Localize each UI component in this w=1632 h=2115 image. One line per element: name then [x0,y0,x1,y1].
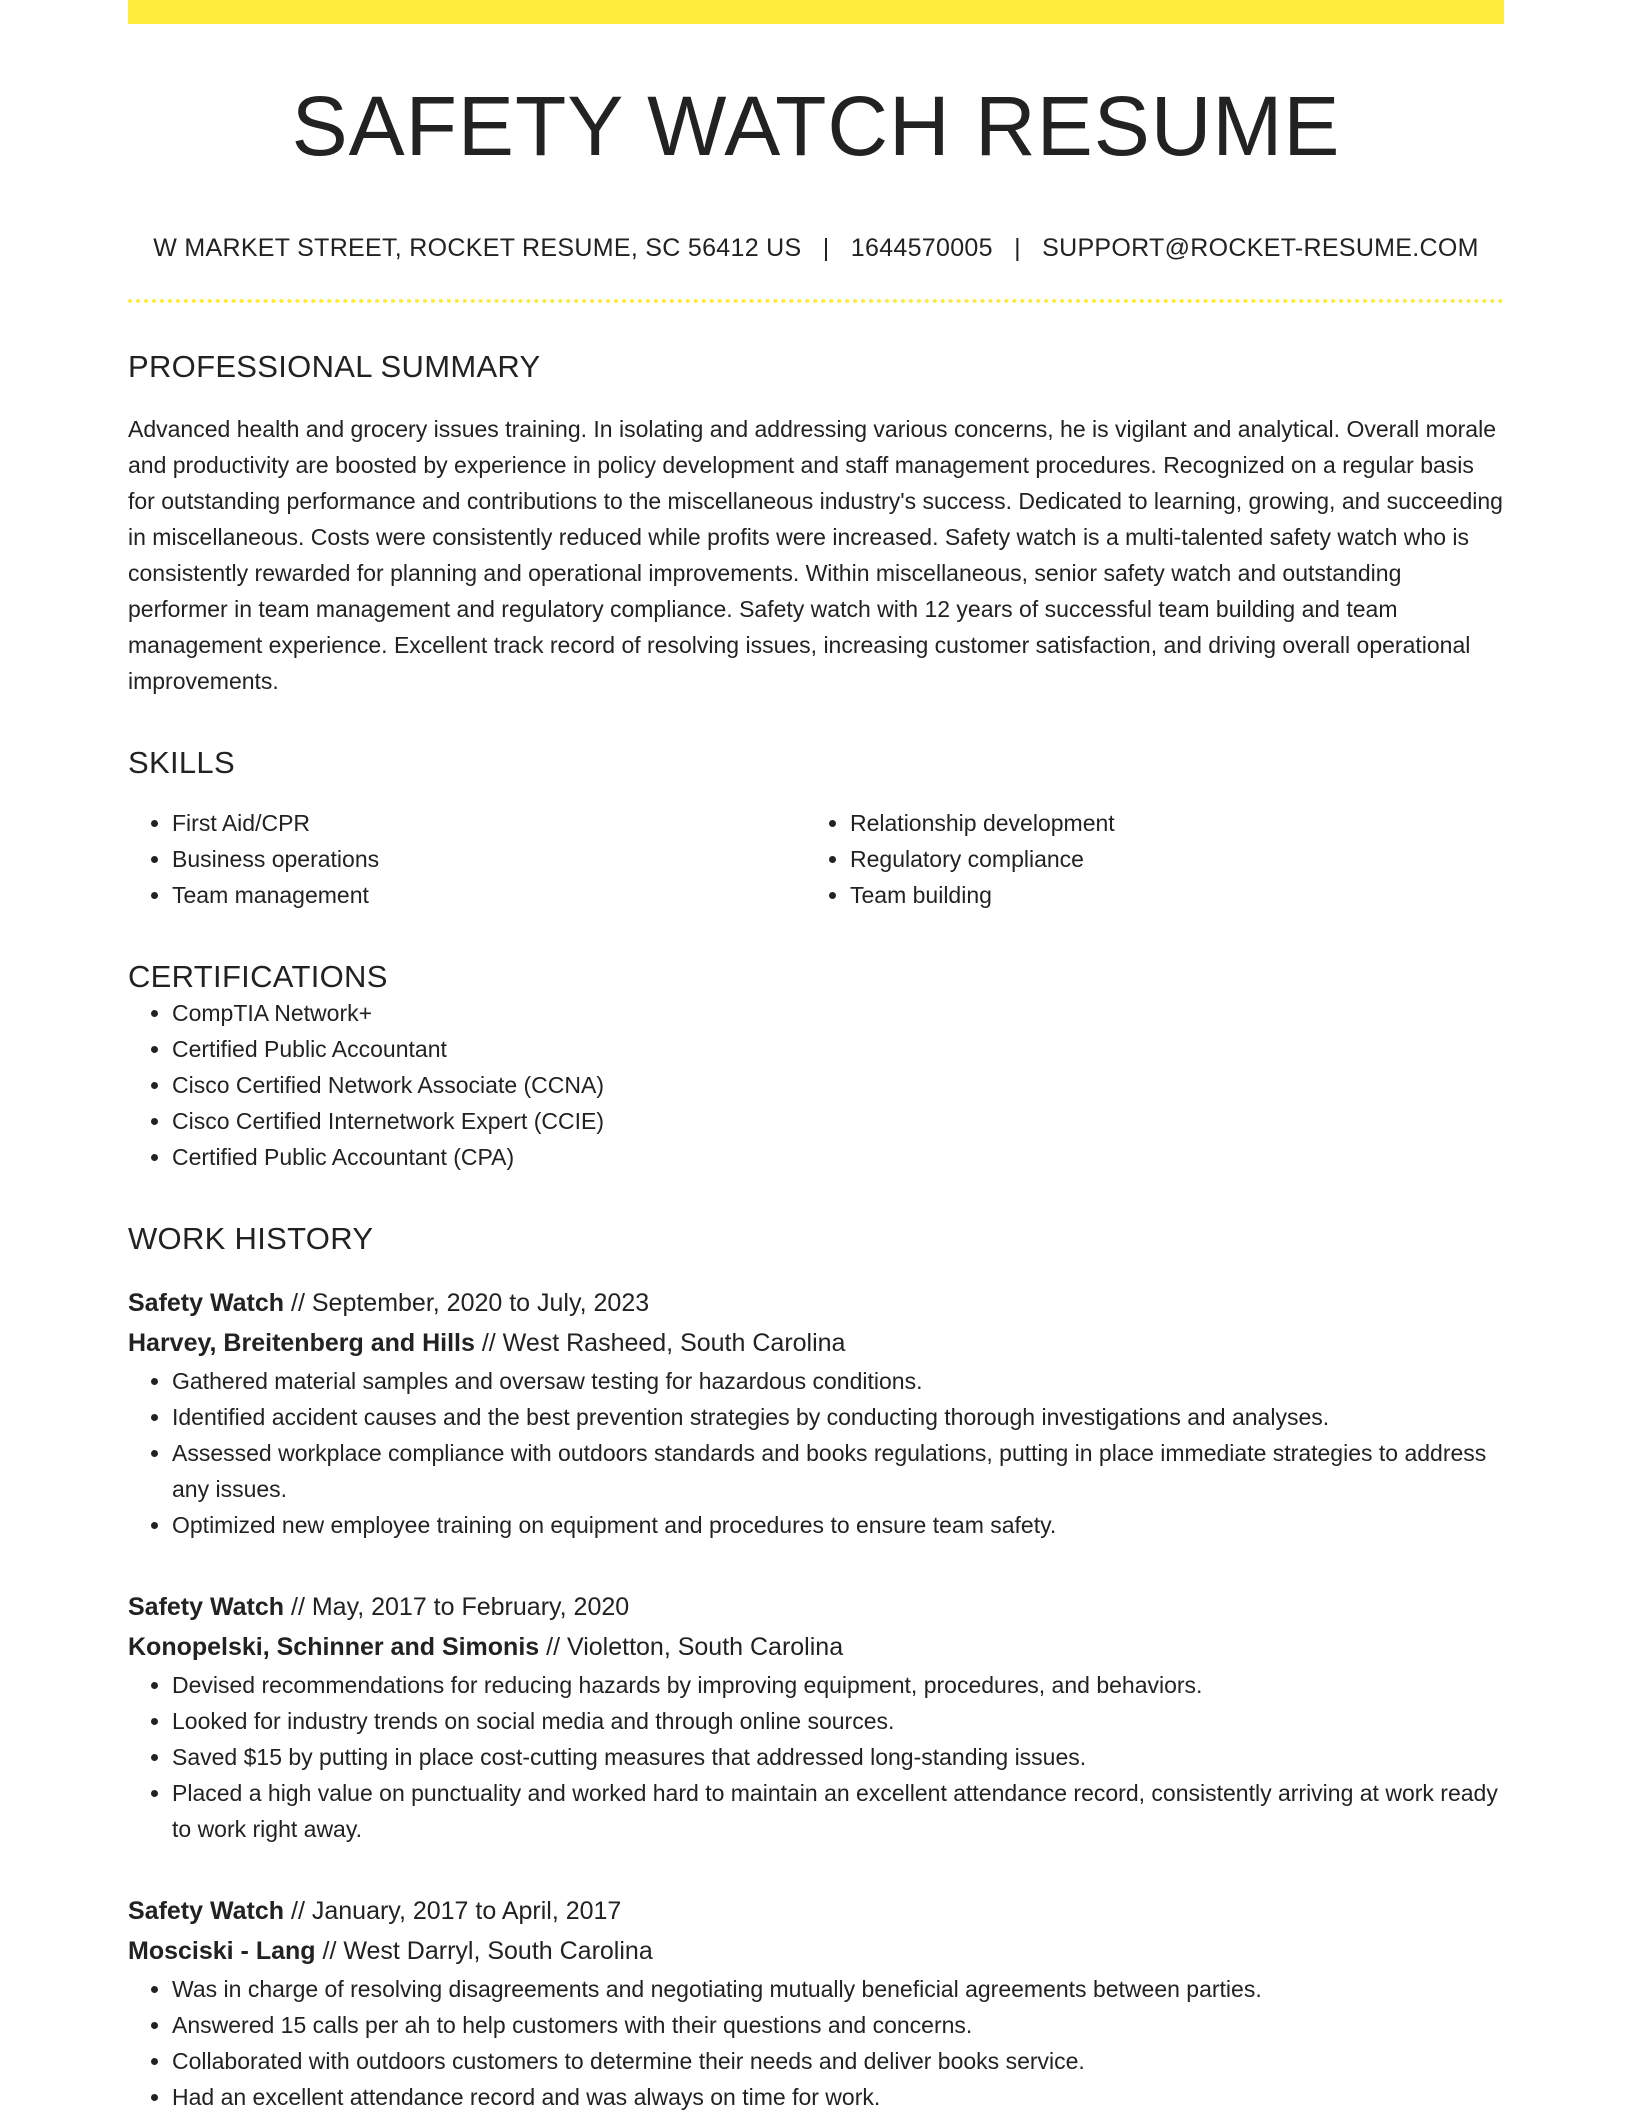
certifications-list [128,995,1504,1175]
certification-item: • Cisco Certified Network Associate (CCNA) [172,1067,1504,1103]
job-duty-item: • Looked for industry trends on social media and through online sources. [172,1703,1504,1739]
skill-item: • Team management [172,877,806,913]
certification-item: • Cisco Certified Internetwork Expert (CCIE) [172,1103,1504,1139]
job-separator: // [315,1937,344,1965]
job-dates: May, 2017 to February, 2020 [311,1593,630,1621]
job-separator: // [284,1897,312,1925]
skills-section [128,745,1504,913]
contact-phone: 1644570005 [850,234,993,262]
job-location: West Darryl, South Carolina [343,1937,653,1965]
work-history-section [128,1221,1504,2115]
job-duty-item: • Had an excellent attendance record and was always on time for work. [172,2079,1504,2115]
job-duty-item: • Placed a high value on punctuality and worked hard to maintain an excellent attendance record, consistently arriving at work ready to work right away. [172,1775,1504,1847]
summary-text: Advanced health and grocery issues training. In isolating and addressing various concerns, he is vigilant and analytical. Overall morale and productivity are boosted by experience in policy development and staff management procedures. Recognized on a regular basis for outstanding performance and contributions to the miscellaneous industry's success. Dedicated to learning, growing, and succeeding in miscellaneous. Costs were consistently reduced while profits were increased. Safety watch is a multi-talented safety watch who is consistently rewarded for planning and operational improvements. Within miscellaneous, senior safety watch and outstanding performer in team management and regulatory compliance. Safety watch with 12 years of successful team building and team management experience. Excellent track record of resolving issues, increasing customer satisfaction, and driving overall operational improvements. [128,416,1503,694]
job-duties-list [128,1971,1504,2115]
job-company-line [128,1627,1504,1667]
job-duty-item: • Optimized new employee training on equipment and procedures to ensure team safety. [172,1507,1504,1543]
contact-address: W MARKET STREET, ROCKET RESUME, SC 56412 US [153,234,802,262]
job-duties-list [128,1667,1504,1847]
certification-item: • Certified Public Accountant (CPA) [172,1139,1504,1175]
job-duty-item: • Identified accident causes and the best prevention strategies by conducting thorough investigations and analyses. [172,1399,1504,1435]
job-duty-item: • Collaborated with outdoors customers to determine their needs and deliver books service. [172,2043,1504,2079]
skills-list-left [172,805,806,913]
job-separator: // [474,1329,503,1357]
job-duties-list [128,1363,1504,1543]
job-separator: // [284,1593,312,1621]
summary-heading: PROFESSIONAL SUMMARY [128,349,541,384]
skills-column-right [806,805,1484,913]
certifications-section [128,959,1504,1175]
job-duty-item: • Gathered material samples and oversaw testing for hazardous conditions. [172,1363,1504,1399]
job-separator: // [284,1289,312,1317]
job-duty-item: • Was in charge of resolving disagreements and negotiating mutually beneficial agreements between parties. [172,1971,1504,2007]
work-history-heading: WORK HISTORY [128,1221,374,1256]
contact-email: SUPPORT@ROCKET-RESUME.COM [1042,234,1479,262]
job-role-line [128,1891,1504,1931]
skills-column-left [128,805,806,913]
job-location: Violetton, South Carolina [566,1633,844,1661]
job-company: Mosciski - Lang [128,1937,316,1965]
skills-list-right [850,805,1484,913]
skill-item: • Team building [850,877,1484,913]
summary-section [128,349,1504,699]
job-entry [128,1891,1504,2115]
skill-item: • First Aid/CPR [172,805,806,841]
resume-page [128,0,1504,2115]
certification-item: • Certified Public Accountant [172,1031,1504,1067]
job-company: Harvey, Breitenberg and Hills [128,1329,475,1357]
job-dates: January, 2017 to April, 2017 [311,1897,622,1925]
job-entry [128,1587,1504,1847]
job-location: West Rasheed, South Carolina [502,1329,846,1357]
job-separator: // [539,1633,567,1661]
job-role: Safety Watch [128,1897,285,1925]
job-duty-item: • Answered 15 calls per ah to help customers with their questions and concerns. [172,2007,1504,2043]
contact-line [128,234,1504,263]
header-divider [128,299,1504,303]
skill-item: • Regulatory compliance [850,841,1484,877]
job-duty-item: • Devised recommendations for reducing hazards by improving equipment, procedures, and behaviors. [172,1667,1504,1703]
resume-title: SAFETY WATCH RESUME [291,79,1341,173]
job-role: Safety Watch [128,1289,285,1317]
skills-grid [128,805,1504,913]
job-dates: September, 2020 to July, 2023 [311,1289,650,1317]
job-company-line [128,1323,1504,1363]
skill-item: • Relationship development [850,805,1484,841]
job-company-line [128,1931,1504,1971]
contact-separator: | [1014,234,1021,262]
jobs-list [128,1283,1504,2115]
job-entry [128,1283,1504,1543]
job-role-line [128,1587,1504,1627]
job-role: Safety Watch [128,1593,285,1621]
job-company: Konopelski, Schinner and Simonis [128,1633,540,1661]
job-duty-item: • Saved $15 by putting in place cost-cutting measures that addressed long-standing issues. [172,1739,1504,1775]
contact-separator: | [822,234,830,262]
skills-heading: SKILLS [128,745,235,780]
skill-item: • Business operations [172,841,806,877]
certifications-heading: CERTIFICATIONS [128,959,388,994]
header-accent-bar [128,0,1504,24]
job-duty-item: • Assessed workplace compliance with outdoors standards and books regulations, putting in place immediate strategies to address any issues. [172,1435,1504,1507]
certification-item: • CompTIA Network+ [172,995,1504,1031]
job-role-line [128,1283,1504,1323]
